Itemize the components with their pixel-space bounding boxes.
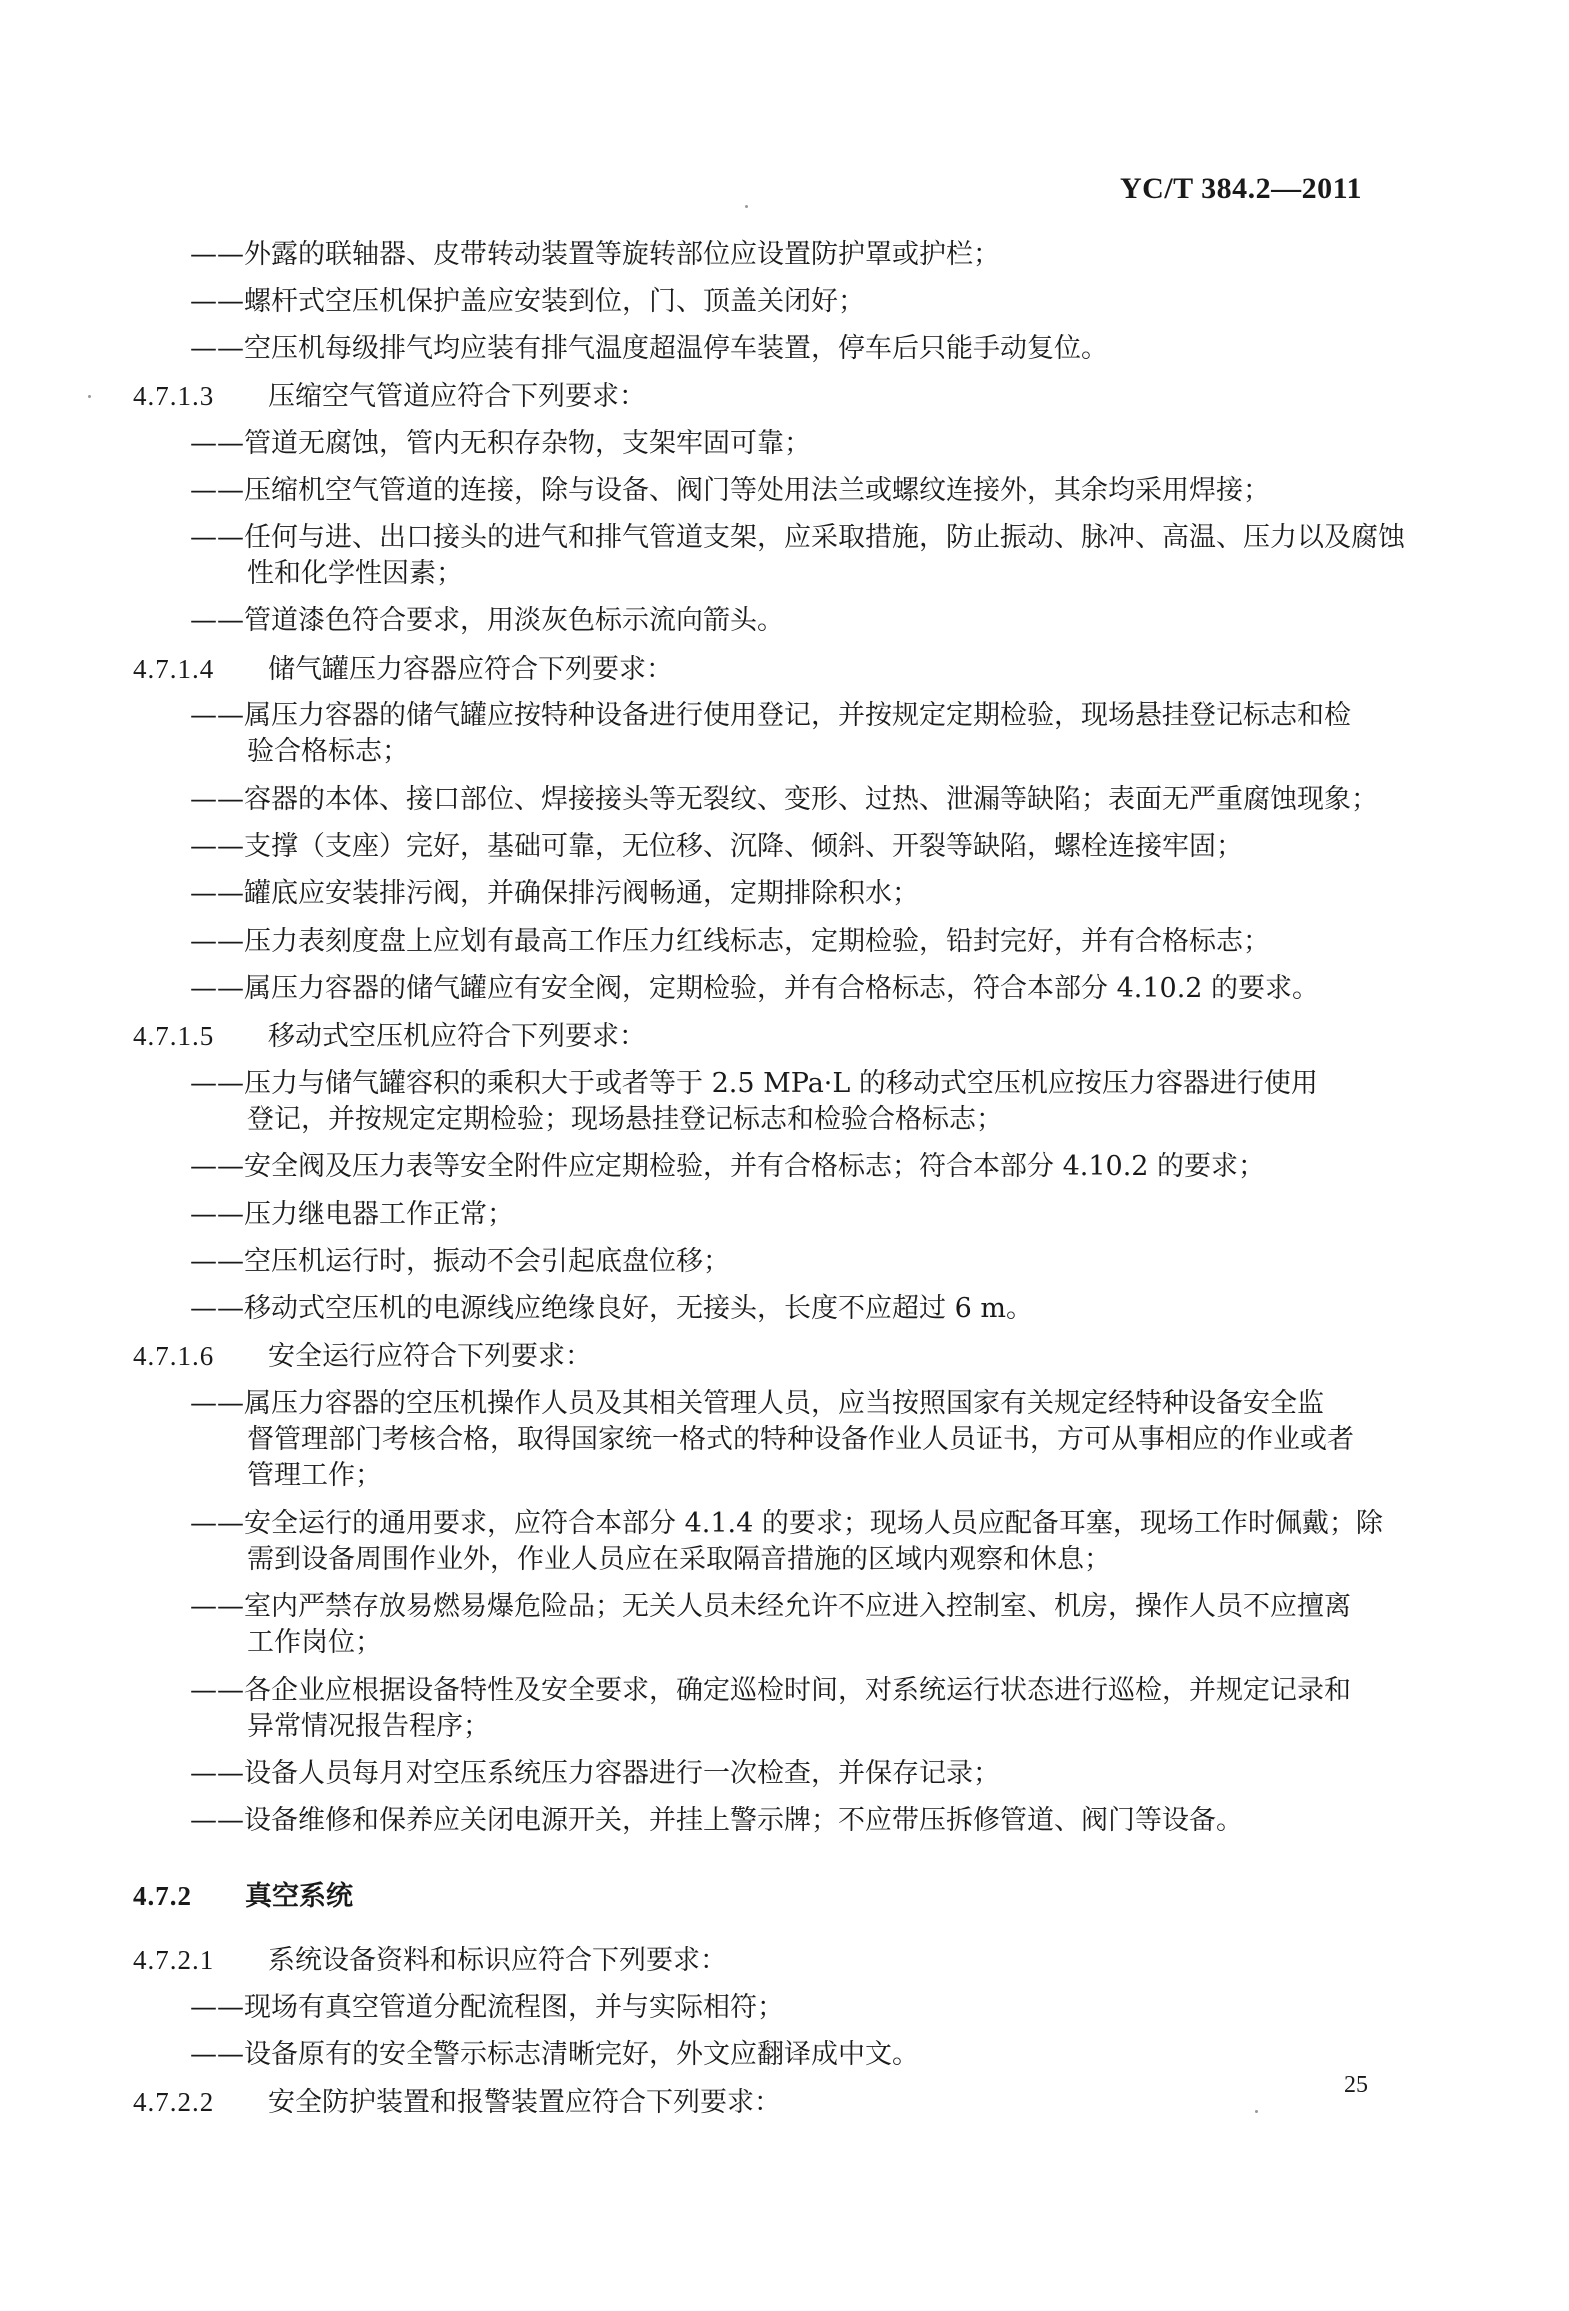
list-item: ——支撑（支座）完好，基础可靠，无位移、沉降、倾斜、开裂等缺陷，螺栓连接牢固； bbox=[190, 831, 1243, 862]
clause bbox=[133, 1943, 727, 1978]
clause-text: 真空系统 bbox=[245, 1881, 353, 1912]
scan-speck bbox=[745, 205, 748, 208]
list-item: ——管道无腐蚀，管内无积存杂物，支架牢固可靠； bbox=[190, 428, 811, 459]
clause bbox=[133, 2085, 781, 2120]
scan-speck bbox=[1255, 2110, 1258, 2113]
clause bbox=[133, 1339, 592, 1374]
list-item-continuation: 性和化学性因素； bbox=[247, 558, 463, 589]
clause-number: 4.7.1.5 bbox=[133, 1021, 215, 1051]
clause-text: 储气罐压力容器应符合下列要求： bbox=[268, 654, 673, 685]
list-item-continuation: 需到设备周围作业外，作业人员应在采取隔音措施的区域内观察和休息； bbox=[247, 1544, 1111, 1575]
clause bbox=[133, 379, 646, 414]
clause-text: 移动式空压机应符合下列要求： bbox=[268, 1021, 646, 1052]
clause-text: 安全运行应符合下列要求： bbox=[268, 1341, 592, 1372]
list-item: ——空压机运行时，振动不会引起底盘位移； bbox=[190, 1246, 730, 1277]
clause bbox=[133, 652, 673, 687]
list-item-continuation: 异常情况报告程序； bbox=[247, 1711, 490, 1742]
list-item: ——设备原有的安全警示标志清晰完好，外文应翻译成中文。 bbox=[190, 2039, 919, 2070]
list-item: ——管道漆色符合要求，用淡灰色标示流向箭头。 bbox=[190, 605, 784, 636]
scan-speck bbox=[88, 395, 91, 398]
clause-text: 系统设备资料和标识应符合下列要求： bbox=[268, 1945, 727, 1976]
list-item: ——空压机每级排气均应装有排气温度超温停车装置，停车后只能手动复位。 bbox=[190, 333, 1108, 364]
list-item: ——设备维修和保养应关闭电源开关，并挂上警示牌；不应带压拆修管道、阀门等设备。 bbox=[190, 1805, 1243, 1836]
list-item: ——室内严禁存放易燃易爆危险品；无关人员未经允许不应进入控制室、机房，操作人员不应擅离 bbox=[190, 1591, 1351, 1622]
section-heading bbox=[133, 1879, 353, 1914]
list-item: ——属压力容器的空压机操作人员及其相关管理人员，应当按照国家有关规定经特种设备安全监 bbox=[190, 1388, 1324, 1419]
list-item: ——外露的联轴器、皮带转动装置等旋转部位应设置防护罩或护栏； bbox=[190, 239, 1000, 270]
list-item: ——各企业应根据设备特性及安全要求，确定巡检时间，对系统运行状态进行巡检，并规定记录和 bbox=[190, 1675, 1351, 1706]
list-item: ——属压力容器的储气罐应按特种设备进行使用登记，并按规定定期检验，现场悬挂登记标志和检 bbox=[190, 700, 1351, 731]
clause-number: 4.7.1.3 bbox=[133, 381, 215, 411]
list-item: ——压力继电器工作正常； bbox=[190, 1199, 514, 1230]
list-item: ——螺杆式空压机保护盖应安装到位，门、顶盖关闭好； bbox=[190, 286, 865, 317]
list-item: ——属压力容器的储气罐应有安全阀，定期检验，并有合格标志，符合本部分 4.10.2 的要求。 bbox=[190, 973, 1320, 1004]
list-item-continuation: 工作岗位； bbox=[247, 1627, 382, 1658]
list-item: ——压力与储气罐容积的乘积大于或者等于 2.5 MPa·L 的移动式空压机应按压力容器进行使用 bbox=[190, 1068, 1318, 1099]
clause-number: 4.7.2.2 bbox=[133, 2087, 215, 2117]
clause-number: 4.7.2 bbox=[133, 1881, 192, 1911]
list-item: ——设备人员每月对空压系统压力容器进行一次检查，并保存记录； bbox=[190, 1758, 1000, 1789]
list-item: ——安全运行的通用要求，应符合本部分 4.1.4 的要求；现场人员应配备耳塞，现场工作时佩戴；除 bbox=[190, 1508, 1383, 1539]
standard-code: YC/T 384.2—2011 bbox=[1120, 172, 1362, 205]
list-item: ——任何与进、出口接头的进气和排气管道支架，应采取措施，防止振动、脉冲、高温、压力以及腐蚀 bbox=[190, 522, 1405, 553]
clause-text: 压缩空气管道应符合下列要求： bbox=[268, 381, 646, 412]
list-item-continuation: 验合格标志； bbox=[247, 736, 409, 767]
list-item: ——压缩机空气管道的连接，除与设备、阀门等处用法兰或螺纹连接外，其余均采用焊接； bbox=[190, 475, 1270, 506]
list-item: ——移动式空压机的电源线应绝缘良好，无接头，长度不应超过 6 m。 bbox=[190, 1293, 1033, 1324]
list-item: ——安全阀及压力表等安全附件应定期检验，并有合格标志；符合本部分 4.10.2 的要求； bbox=[190, 1151, 1266, 1182]
list-item: ——现场有真空管道分配流程图，并与实际相符； bbox=[190, 1992, 784, 2023]
page-number: 25 bbox=[1344, 2072, 1368, 2098]
clause-number: 4.7.1.4 bbox=[133, 654, 215, 684]
clause bbox=[133, 1019, 646, 1054]
list-item-continuation: 督管理部门考核合格，取得国家统一格式的特种设备作业人员证书，方可从事相应的作业或者 bbox=[247, 1424, 1354, 1455]
clause-number: 4.7.1.6 bbox=[133, 1341, 215, 1371]
clause-text: 安全防护装置和报警装置应符合下列要求： bbox=[268, 2087, 781, 2118]
list-item-continuation: 登记，并按规定定期检验；现场悬挂登记标志和检验合格标志； bbox=[247, 1104, 1003, 1135]
list-item: ——容器的本体、接口部位、焊接接头等无裂纹、变形、过热、泄漏等缺陷；表面无严重腐蚀现象； bbox=[190, 784, 1378, 815]
list-item: ——罐底应安装排污阀，并确保排污阀畅通，定期排除积水； bbox=[190, 878, 919, 909]
list-item-continuation: 管理工作； bbox=[247, 1460, 382, 1491]
clause-number: 4.7.2.1 bbox=[133, 1945, 215, 1975]
list-item: ——压力表刻度盘上应划有最高工作压力红线标志，定期检验，铅封完好，并有合格标志； bbox=[190, 926, 1270, 957]
